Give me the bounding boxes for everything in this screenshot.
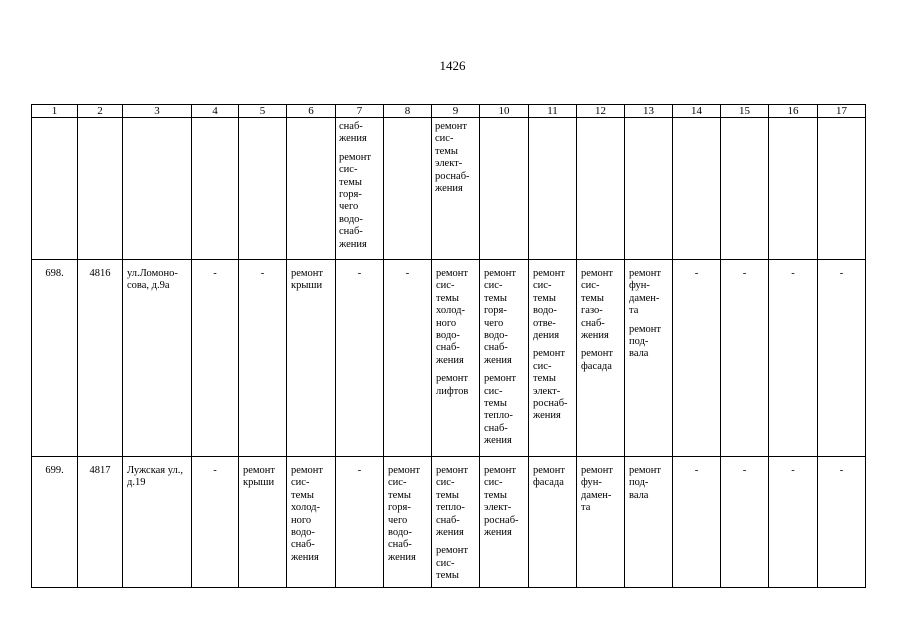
table-cell: [384, 118, 432, 260]
table-cell: [432, 457, 480, 588]
cell-entry: ремонт сис- темы холод- ного водо- снаб- жения: [291, 465, 324, 563]
table-cell: [32, 260, 78, 457]
cell-entry: -: [839, 465, 844, 476]
cell-entry: -: [742, 465, 747, 476]
cell-entry: ремонт сис- темы тепло- снаб- жения: [436, 465, 469, 539]
cell-entry: 4817: [89, 465, 111, 476]
column-number: 8: [384, 105, 432, 118]
column-number: 13: [625, 105, 673, 118]
cell-entry: ремонт сис- темы элект- роснаб- жения: [533, 348, 568, 422]
cell-entry: ремонт под- вала: [629, 465, 662, 501]
table-cell: [239, 260, 287, 457]
cell-entry: ул.Ломоно- сова, д.9а: [127, 268, 178, 292]
table-cell: [336, 457, 384, 588]
table-cell: [769, 457, 818, 588]
cell-entry: ремонт сис- темы: [436, 545, 469, 582]
table-cell: [192, 260, 239, 457]
column-number: 10: [480, 105, 529, 118]
cell-entry: ремонт фасада: [581, 348, 614, 372]
table-cell: [818, 457, 866, 588]
table-cell: [192, 118, 239, 260]
cell-entry: 698.: [45, 268, 64, 279]
table-cell: [336, 260, 384, 457]
table-row: [32, 457, 866, 588]
cell-entry: ремонт фун- дамен- та: [629, 268, 662, 317]
cell-entry: ремонт крыши: [243, 465, 276, 489]
table-cell: [673, 118, 721, 260]
table-cell: [721, 260, 769, 457]
table-cell: [123, 457, 192, 588]
cell-entry: ремонт сис- темы горя- чего водо- снаб- жения: [388, 465, 421, 563]
cell-entry: ремонт крыши: [291, 268, 324, 292]
column-number: 2: [78, 105, 123, 118]
table-cell: [192, 457, 239, 588]
table-cell: [529, 457, 577, 588]
table-cell: [287, 457, 336, 588]
cell-entry: ремонт сис- темы элект- роснаб- жения: [484, 465, 519, 539]
table-cell: [78, 457, 123, 588]
table-cell: [625, 118, 673, 260]
table-cell: [673, 260, 721, 457]
cell-entry: -: [260, 268, 265, 279]
cell-entry: ремонт сис- темы холод- ного водо- снаб- жения: [436, 268, 469, 366]
cell-entry: -: [839, 268, 844, 279]
table-cell: [577, 118, 625, 260]
table-cell: [384, 260, 432, 457]
cell-entry: -: [791, 465, 795, 476]
cell-entry: ремонт фасада: [533, 465, 566, 489]
column-number: 1: [32, 105, 78, 118]
table-cell: [239, 457, 287, 588]
table-cell: [32, 457, 78, 588]
table-cell: [432, 260, 480, 457]
column-number: 7: [336, 105, 384, 118]
table-cell: [818, 260, 866, 457]
cell-entry: ремонт под- вала: [629, 323, 662, 360]
cell-entry: ремонт сис- темы элект- роснаб- жения: [435, 121, 470, 195]
table-cell: [287, 118, 336, 260]
table-cell: [625, 260, 673, 457]
column-number: 11: [529, 105, 577, 118]
cell-entry: ремонт сис- темы тепло- снаб- жения: [484, 373, 517, 447]
column-number: 6: [287, 105, 336, 118]
column-number: 9: [432, 105, 480, 118]
cell-entry: -: [791, 268, 795, 279]
cell-entry: 4816: [89, 268, 111, 279]
table-cell: [287, 260, 336, 457]
repair-schedule-table: [31, 104, 866, 588]
table-cell: [625, 457, 673, 588]
table-row: [32, 118, 866, 260]
table-cell: [480, 260, 529, 457]
cell-entry: ремонт сис- темы горя- чего водо- снаб- жения: [339, 151, 372, 250]
table-cell: [577, 260, 625, 457]
table-cell: [721, 118, 769, 260]
table-cell: [577, 457, 625, 588]
cell-entry: ремонт сис- темы газо- снаб- жения: [581, 268, 614, 342]
cell-entry: ремонт сис- темы горя- чего водо- снаб- жения: [484, 268, 517, 366]
table-row: [32, 260, 866, 457]
cell-entry: -: [213, 465, 217, 476]
cell-entry: ремонт лифтов: [436, 373, 469, 397]
column-number: 15: [721, 105, 769, 118]
table-cell: [673, 457, 721, 588]
table-cell: [769, 118, 818, 260]
table-cell: [78, 260, 123, 457]
column-number: 4: [192, 105, 239, 118]
table-cell: [123, 260, 192, 457]
cell-entry: -: [694, 268, 699, 279]
table-cell: [818, 118, 866, 260]
table-cell: [529, 260, 577, 457]
cell-entry: -: [213, 268, 217, 279]
table-cell: [529, 118, 577, 260]
cell-entry: 699.: [45, 465, 64, 476]
cell-entry: -: [694, 465, 699, 476]
cell-entry: ремонт фун- дамен- та: [581, 465, 614, 514]
cell-entry: -: [357, 268, 362, 279]
table-cell: [78, 118, 123, 260]
cell-entry: Лужская ул., д.19: [127, 465, 184, 489]
table-cell: [32, 118, 78, 260]
column-number: 5: [239, 105, 287, 118]
column-number-row: [32, 105, 866, 118]
cell-entry: ремонт сис- темы водо- отве- дения: [533, 268, 566, 342]
table-cell: [480, 457, 529, 588]
table-cell: [432, 118, 480, 260]
cell-entry: снаб- жения: [339, 121, 367, 145]
table-cell: [480, 118, 529, 260]
table-cell: [336, 118, 384, 260]
cell-entry: -: [405, 268, 410, 279]
table-cell: [123, 118, 192, 260]
cell-entry: -: [357, 465, 362, 476]
column-number: 14: [673, 105, 721, 118]
page-number: 1426: [439, 58, 466, 73]
column-number: 17: [818, 105, 866, 118]
cell-entry: -: [742, 268, 747, 279]
table-cell: [384, 457, 432, 588]
table-cell: [721, 457, 769, 588]
table-cell: [239, 118, 287, 260]
column-number: 12: [577, 105, 625, 118]
column-number: 16: [769, 105, 818, 118]
column-number: 3: [123, 105, 192, 118]
table-cell: [769, 260, 818, 457]
